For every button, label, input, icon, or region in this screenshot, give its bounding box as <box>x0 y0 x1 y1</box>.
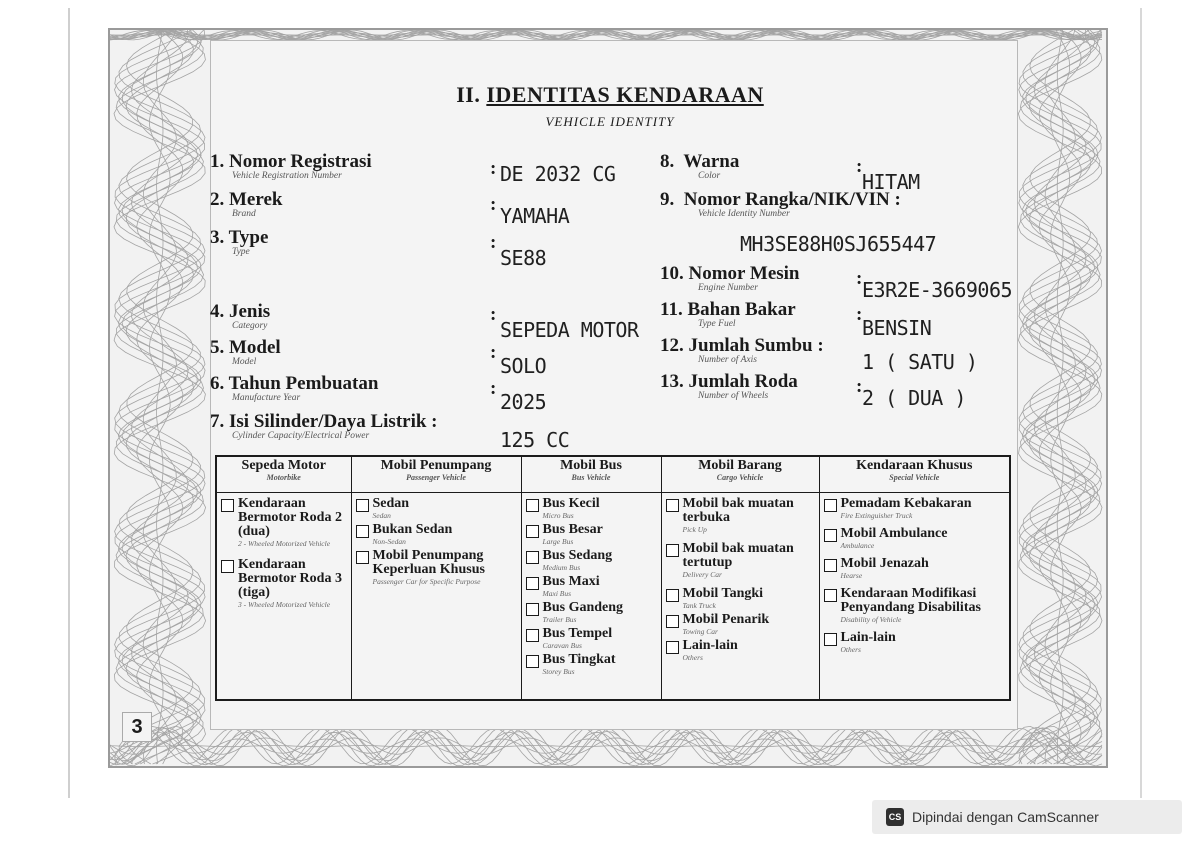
category-header-cargo: Mobil Barang Cargo Vehicle <box>661 456 819 493</box>
category-options-special: Pemadam Kebakaran Fire Extinguisher Truck Mobil Ambulance Ambulance Mobil Jenazah Hearse Kendaraan Modifikasi Penyandang Disabilitas Disability of Vehicle Lain-lain Others <box>819 493 1010 701</box>
camscanner-icon: CS <box>886 808 904 826</box>
checkbox[interactable] <box>824 589 837 602</box>
category-options-cargo: Mobil bak muatan terbuka Pick Up Mobil bak muatan tertutup Delivery Car Mobil Tangki Tank Truck Mobil Penarik Towing Car Lain-lain Others <box>661 493 819 701</box>
category-options-bus: Bus Kecil Micro Bus Bus Besar Large Bus Bus Sedang Medium Bus Bus Maxi Maxi Bus Bus Gandeng Trailer Bus Bus Tempel Caravan Bus Bus Tingkat Storey Bus <box>521 493 661 701</box>
document-title: II. IDENTITAS KENDARAAN <box>456 82 764 107</box>
field-color: 8. Warna Color <box>660 151 740 181</box>
field-engine-number: 10. Nomor Mesin Engine Number <box>660 263 800 293</box>
checkbox[interactable] <box>526 551 539 564</box>
checkbox[interactable] <box>824 559 837 572</box>
category-options-passenger: Sedan Sedan Bukan Sedan Non-Sedan Mobil Penumpang Keperluan Khusus Passenger Car for Specific Purpose <box>351 493 521 701</box>
checkbox[interactable] <box>356 525 369 538</box>
checkbox[interactable] <box>221 499 234 512</box>
checkbox[interactable] <box>666 589 679 602</box>
category-header-passenger: Mobil Penumpang Passenger Vehicle <box>351 456 521 493</box>
field-vin: 9. Nomor Rangka/NIK/VIN : Vehicle Identity Number <box>660 189 901 219</box>
value-brand: YAMAHA <box>500 204 570 228</box>
checkbox[interactable] <box>526 525 539 538</box>
field-type: 3. Type Type <box>210 227 269 257</box>
category-options-motorbike: Kendaraan Bermotor Roda 2 (dua) 2 - Wheeled Motorized Vehicle Kendaraan Bermotor Roda 3 (tiga) 3 - Wheeled Motorized Vehicle <box>216 493 351 701</box>
checkbox[interactable] <box>221 560 234 573</box>
field-cylinder-capacity: 7. Isi Silinder/Daya Listrik : Cylinder Capacity/Electrical Power <box>210 411 438 441</box>
category-header-special: Kendaraan Khusus Special Vehicle <box>819 456 1010 493</box>
field-number-of-wheels: 13. Jumlah Roda Number of Wheels <box>660 371 798 401</box>
camscanner-watermark <box>872 800 1182 834</box>
document-subtitle: VEHICLE IDENTITY <box>545 114 675 129</box>
camscanner-text: Dipindai dengan CamScanner <box>912 809 1099 825</box>
value-number-of-wheels: 2 ( DUA ) <box>862 386 966 410</box>
checkbox[interactable] <box>666 499 679 512</box>
field-number-of-axis: 12. Jumlah Sumbu : Number of Axis <box>660 335 824 365</box>
checkbox[interactable] <box>824 633 837 646</box>
field-category: 4. Jenis Category <box>210 301 271 331</box>
checkbox[interactable] <box>666 544 679 557</box>
field-manufacture-year: 6. Tahun Pembuatan Manufacture Year <box>210 373 379 403</box>
value-fuel-type: BENSIN <box>862 316 932 340</box>
field-registration-number: 1. Nomor Registrasi Vehicle Registration Number <box>210 151 372 181</box>
category-header-bus: Mobil Bus Bus Vehicle <box>521 456 661 493</box>
checkbox[interactable] <box>666 641 679 654</box>
checkbox[interactable] <box>824 499 837 512</box>
vehicle-category-table <box>215 455 1011 701</box>
checkbox[interactable] <box>526 603 539 616</box>
vehicle-registration-document: II. IDENTITAS KENDARAAN VEHICLE IDENTITY 1. Nomor Registrasi Vehicle Registration Number : DE 2032 CG 2. Merek Brand : YAMAHA 3. Type Type : SE88 4. Jenis Category : SEPEDA MOTOR 5. Model Model : SOLO 6. Tahun Pembuatan Manufacture Year : 2025 7. Isi Silinder/Daya Listrik : Cylinder Capacity/Electrical Power 125 CC 8. Warna Color : HITAM 9. Nomor Rangka/NIK/VIN : Vehicle Identity Number MH3SE88H0SJ655447 10. Nomor Mesin Engine Number : E3R2E-3669065 11. Bahan Bakar Type Fuel : BENSIN 12. Jumlah Sumbu : Number of Axis 1 ( SATU ) 13. Jumlah Roda Number of Wheels : 2 ( DUA ) Sepeda Motor Motorbike Mobil Penumpang Passenger Vehicle Mobil Bus Bus Vehicle Mobil Barang Cargo Vehicle Kendaraan Khusus Special Vehicle Kendaraan Bermotor Roda 2 (dua) 2 - Wheeled Motorized Vehicle Kendaraan Bermotor Roda 3 (tiga) 3 - Wheeled Motorized Vehicle Sedan Sedan Bukan Sedan Non-Sedan Mobil Penumpang Keperluan Khusus Passenger Car for Specific Purpose Bus Kecil Micro Bus Bus Besar Large Bus Bus Sedang Medium Bus Bus Maxi Maxi Bus Bus Gandeng Trailer Bus Bus Tempel Caravan Bus Bus Tingkat Storey Bus Mobil bak muatan terbuka Pick Up Mobil bak muatan tertutup Delivery Car Mobil Tangki Tank Truck Mobil Penarik Towing Car Lain-lain Others Pemadam Kebakaran Fire Extinguisher Truck Mobil Ambulance Ambulance Mobil Jenazah Hearse Kendaraan Modifikasi Penyandang Disabilitas Disability of Vehicle Lain-lain Others 3 <box>108 28 1108 768</box>
checkbox[interactable] <box>666 615 679 628</box>
value-category: SEPEDA MOTOR <box>500 318 639 342</box>
value-cylinder-capacity: 125 CC <box>500 428 570 452</box>
checkbox[interactable] <box>526 629 539 642</box>
value-number-of-axis: 1 ( SATU ) <box>862 350 978 374</box>
value-registration-number: DE 2032 CG <box>500 162 616 186</box>
value-color: HITAM <box>862 170 920 194</box>
field-model: 5. Model Model <box>210 337 281 367</box>
value-engine-number: E3R2E-3669065 <box>862 278 1013 302</box>
value-vin: MH3SE88H0SJ655447 <box>740 232 937 256</box>
page-number: 3 <box>122 712 152 742</box>
checkbox[interactable] <box>526 577 539 590</box>
category-header-motorbike: Sepeda Motor Motorbike <box>216 456 351 493</box>
value-type: SE88 <box>500 246 547 270</box>
checkbox[interactable] <box>526 655 539 668</box>
checkbox[interactable] <box>824 529 837 542</box>
checkbox[interactable] <box>356 551 369 564</box>
field-brand: 2. Merek Brand <box>210 189 283 219</box>
field-fuel-type: 11. Bahan Bakar Type Fuel <box>660 299 796 329</box>
value-manufacture-year: 2025 <box>500 390 547 414</box>
value-model: SOLO <box>500 354 547 378</box>
checkbox[interactable] <box>526 499 539 512</box>
checkbox[interactable] <box>356 499 369 512</box>
